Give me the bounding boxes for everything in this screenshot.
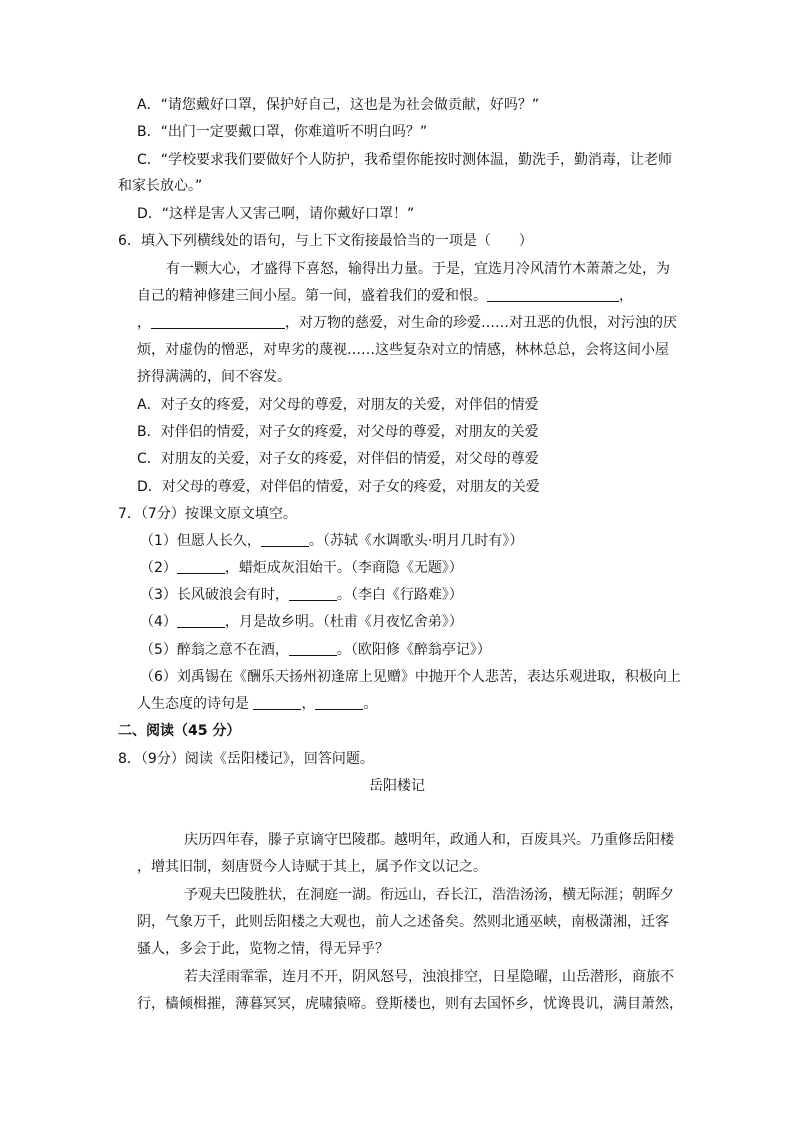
q7-item-2-text: （2） — [140, 560, 177, 576]
q7-item-3 — [140, 585, 463, 605]
essay-p2-line3: 骚人，多会于此，览物之情，得无异乎？ — [137, 941, 389, 957]
q6-comma: ， — [137, 315, 151, 331]
essay-p2-line2: 阴，气象万千，此则岳阳楼之大观也，前人之述备矣。然则北通巫峡，南极潇湘，迁客 — [137, 914, 669, 930]
q7-item-4 — [140, 612, 463, 632]
answer-blank — [315, 695, 363, 710]
q7-item-1 — [140, 531, 523, 551]
answer-blank — [261, 532, 309, 547]
q6-comma: ， — [619, 288, 633, 304]
answer-blank — [289, 586, 337, 601]
answer-blank — [177, 613, 225, 628]
q6-option-c: C．对朋友的关爱，对子女的疼爱，对伴侣的情爱，对父母的尊爱 — [137, 451, 539, 467]
q6-option-b: B．对伴侣的情爱，对子女的疼爱，对父母的尊爱，对朋友的关爱 — [137, 424, 539, 440]
q7-item-5 — [140, 640, 491, 660]
q7-item-4-source: ，月是故乡明。（杜甫《月夜忆舍弟》） — [224, 614, 463, 630]
essay-title: 岳阳楼记 — [369, 778, 425, 794]
q6-passage-text: ，对万物的慈爱，对生命的珍爱……对丑恶的仇恨，对污浊的厌 — [285, 315, 677, 331]
q7-item-2 — [140, 558, 463, 578]
answer-blank — [177, 559, 225, 574]
answer-blank — [253, 695, 301, 710]
q7-item-6-text: 人生态度的诗句是 — [137, 696, 254, 712]
answer-blank — [487, 287, 619, 302]
answer-blank — [151, 314, 285, 329]
q7-item-5-text: （5）醉翁之意不在酒， — [140, 642, 289, 658]
q6-option-a: A．对子女的疼爱，对父母的尊爱，对朋友的关爱，对伴侣的情爱 — [137, 397, 539, 413]
q6-passage-line1: 有一颗大心，才盛得下喜怒，输得出力量。于是，宜选月冷风清竹木萧萧之处，为 — [166, 261, 670, 277]
q7-item-4-text: （4） — [140, 614, 177, 630]
q5-option-b: B．“出门一定要戴口罩，你难道听不明白吗？” — [137, 124, 428, 140]
section-heading-reading: 二、阅读（45 分） — [118, 723, 241, 739]
q6-stem: 6．填入下列横线处的语句，与上下文衔接最恰当的一项是（ ） — [118, 233, 533, 249]
essay-p3-line1: 若夫淫雨霏霏，连月不开，阴风怒号，浊浪排空，日星隐曜，山岳潜形，商旅不 — [184, 969, 674, 985]
q7-comma: ， — [301, 696, 316, 712]
essay-p1-line2: ，增其旧制，刻唐贤今人诗赋于其上，属予作文以记之。 — [137, 859, 487, 875]
q7-item-6-line1: （6）刘禹锡在《酬乐天扬州初逢席上见赠》中抛开个人悲苦，表达乐观进取，积极向上 — [140, 669, 681, 685]
q6-passage-line4: 烦，对虚伪的憎恶，对卑劣的蔑视……这些复杂对立的情感，林林总总，会将这间小屋 — [137, 342, 669, 358]
q7-item-1-source: 。（苏轼《水调歌头·明月几时有》） — [308, 533, 524, 549]
essay-p2-line1: 予观夫巴陵胜状，在洞庭一湖。衔远山，吞长江，浩浩汤汤，横无际涯；朝晖夕 — [184, 887, 674, 903]
q8-stem: 8．（9分）阅读《岳阳楼记》，回答问题。 — [118, 751, 374, 767]
q7-item-3-source: 。（李白《行路难》） — [336, 587, 463, 603]
essay-p3-line2: 行，樯倾楫摧，薄暮冥冥，虎啸猿啼。登斯楼也，则有去国怀乡，忧谗畏讥，满目萧然， — [137, 996, 683, 1012]
q6-passage-line2 — [137, 286, 633, 306]
q7-period: 。 — [363, 696, 378, 712]
q6-passage-line5: 挤得满满的，间不容发。 — [137, 369, 291, 385]
q5-option-d: D．“这样是害人又害己啊，请你戴好口罩！” — [137, 206, 415, 222]
q7-item-5-source: 。（欧阳修《醉翁亭记》） — [336, 642, 491, 658]
answer-blank — [289, 641, 337, 656]
q7-item-6-line2 — [137, 694, 377, 714]
q6-passage-text: 自己的精神修建三间小屋。第一间，盛着我们的爱和恨。 — [137, 288, 487, 304]
q7-item-2-source: ，蜡炬成灰泪始干。（李商隐《无题》） — [224, 560, 463, 576]
q6-option-d: D．对父母的尊爱，对伴侣的情爱，对子女的疼爱，对朋友的关爱 — [137, 479, 540, 495]
q6-passage-line3 — [137, 313, 677, 333]
q7-item-1-text: （1）但愿人长久， — [140, 533, 261, 549]
essay-p1-line1: 庆历四年春，滕子京谪守巴陵郡。越明年，政通人和，百废具兴。乃重修岳阳楼 — [184, 832, 674, 848]
q7-stem: 7．（7分）按课文原文填空。 — [118, 506, 297, 522]
q7-item-3-text: （3）长风破浪会有时， — [140, 587, 289, 603]
q5-option-c-line1: C．“学校要求我们要做好个人防护，我希望你能按时测体温，勤洗手，勤消毒，让老师 — [137, 152, 673, 168]
q5-option-a: A．“请您戴好口罩，保护好自己，这也是为社会做贡献，好吗？” — [137, 97, 540, 113]
q5-option-c-line2: 和家长放心。” — [118, 178, 203, 194]
